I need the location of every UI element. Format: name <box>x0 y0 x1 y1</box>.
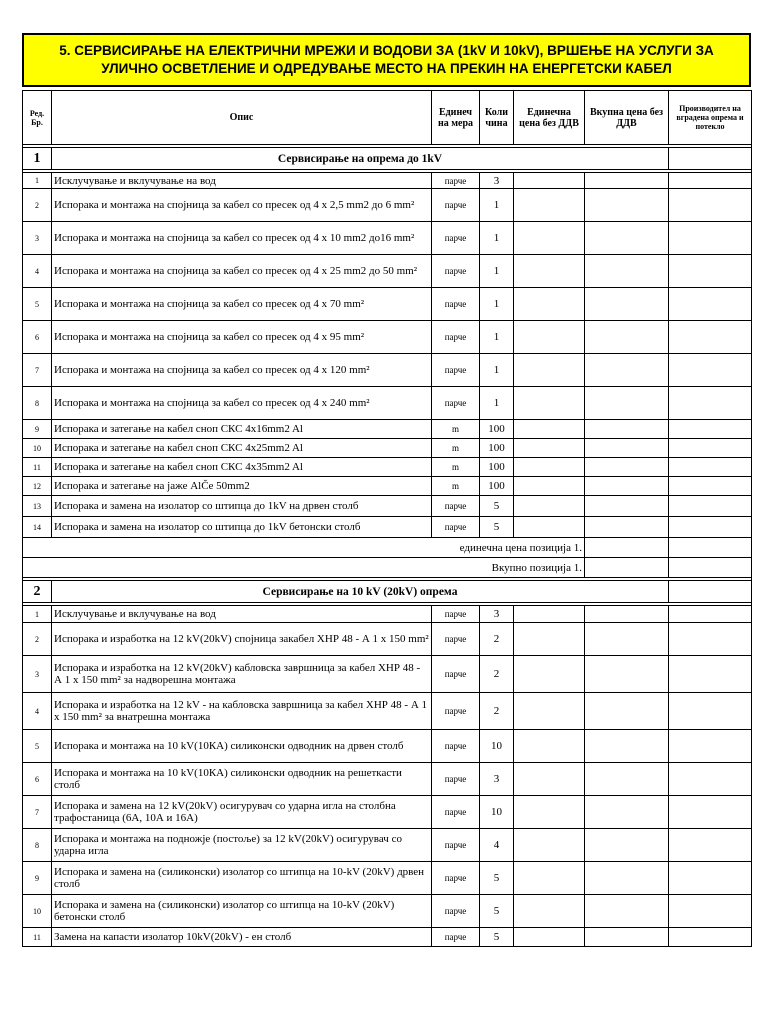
row-quantity: 1 <box>480 189 514 222</box>
row-unit: парче <box>432 496 480 517</box>
row-manufacturer-cell <box>669 387 752 420</box>
row-number: 3 <box>23 656 52 693</box>
row-unit: парче <box>432 387 480 420</box>
row-number: 2 <box>23 623 52 656</box>
row-description: Испорака и замена на изолатор со штипца до 1kV бетонски столб <box>52 517 432 538</box>
table-row <box>23 829 752 862</box>
col-header-no: Ред. Бр. <box>23 91 52 145</box>
row-number: 9 <box>23 862 52 895</box>
row-quantity: 1 <box>480 222 514 255</box>
row-unit: парче <box>432 288 480 321</box>
row-quantity: 100 <box>480 458 514 477</box>
row-description: Испорака и замена на 12 kV(20kV) осигурувач со ударна игла на столбна трафостаница (6А, 10А и 16А) <box>52 796 432 829</box>
row-number: 7 <box>23 796 52 829</box>
total-summary-row-label: Вкупно позиција 1. <box>23 558 585 578</box>
row-total-price-cell <box>585 606 669 623</box>
row-unit-price-cell <box>514 763 585 796</box>
total-summary-row-value <box>585 558 669 578</box>
section-1-number: 1 <box>23 148 52 170</box>
row-unit-price-cell <box>514 862 585 895</box>
row-unit: парче <box>432 623 480 656</box>
table-row <box>23 439 752 458</box>
row-unit: парче <box>432 222 480 255</box>
row-manufacturer-cell <box>669 189 752 222</box>
row-unit: m <box>432 477 480 496</box>
row-total-price-cell <box>585 387 669 420</box>
row-manufacturer-cell <box>669 420 752 439</box>
row-unit: парче <box>432 255 480 288</box>
row-description: Испорака и затегање на кабел сноп СКС 4х25mm2 Al <box>52 439 432 458</box>
unit-price-summary-row-extra <box>669 538 752 558</box>
row-total-price-cell <box>585 517 669 538</box>
row-unit: m <box>432 420 480 439</box>
section-2-number: 2 <box>23 581 52 603</box>
row-manufacturer-cell <box>669 255 752 288</box>
row-number: 8 <box>23 387 52 420</box>
row-number: 14 <box>23 517 52 538</box>
row-manufacturer-cell <box>669 288 752 321</box>
row-unit-price-cell <box>514 222 585 255</box>
row-quantity: 100 <box>480 420 514 439</box>
row-unit: парче <box>432 829 480 862</box>
row-description: Испорака и изработка на 12 kV - на кабловска завршница за кабел ХНР 48 - А 1 х 150 mm² за внатрешна монтажа <box>52 693 432 730</box>
row-manufacturer-cell <box>669 606 752 623</box>
table-row <box>23 458 752 477</box>
row-number: 10 <box>23 439 52 458</box>
row-manufacturer-cell <box>669 354 752 387</box>
row-total-price-cell <box>585 222 669 255</box>
row-description: Испорака и замена на (силиконски) изолатор со штипца на 10-kV (20kV) бетонски столб <box>52 895 432 928</box>
row-number: 6 <box>23 321 52 354</box>
row-quantity: 1 <box>480 387 514 420</box>
row-quantity: 1 <box>480 288 514 321</box>
col-header-desc: Опис <box>52 91 432 145</box>
table-row <box>23 895 752 928</box>
table-row <box>23 763 752 796</box>
row-total-price-cell <box>585 829 669 862</box>
col-header-qty: Коли чина <box>480 91 514 145</box>
price-table <box>22 90 752 947</box>
row-unit-price-cell <box>514 895 585 928</box>
section-1-empty <box>669 148 752 170</box>
row-manufacturer-cell <box>669 656 752 693</box>
row-quantity: 2 <box>480 656 514 693</box>
row-unit: парче <box>432 517 480 538</box>
row-description: Испорака и замена на (силиконски) изолатор со штипца на 10-kV (20kV) дрвен столб <box>52 862 432 895</box>
row-quantity: 5 <box>480 895 514 928</box>
table-row <box>23 173 752 189</box>
table-row <box>23 928 752 947</box>
table-row <box>23 862 752 895</box>
row-unit-price-cell <box>514 387 585 420</box>
row-unit: парче <box>432 928 480 947</box>
document-title <box>22 33 751 87</box>
unit-price-summary-row <box>23 538 752 558</box>
row-total-price-cell <box>585 763 669 796</box>
row-total-price-cell <box>585 862 669 895</box>
row-unit-price-cell <box>514 321 585 354</box>
row-quantity: 3 <box>480 606 514 623</box>
row-unit-price-cell <box>514 829 585 862</box>
row-quantity: 10 <box>480 730 514 763</box>
row-description: Испорака и монтажа на 10 kV(10КА) силиконски одводник на дрвен столб <box>52 730 432 763</box>
row-unit-price-cell <box>514 496 585 517</box>
row-unit: парче <box>432 730 480 763</box>
title-line-1: 5. СЕРВИСИРАЊЕ НА ЕЛЕКТРИЧНИ МРЕЖИ И ВОДОВИ ЗА (1kV И 10kV), ВРШЕЊЕ НА УСЛУГИ ЗА <box>59 43 714 58</box>
row-number: 7 <box>23 354 52 387</box>
row-unit: парче <box>432 189 480 222</box>
row-number: 10 <box>23 895 52 928</box>
table-row <box>23 255 752 288</box>
row-total-price-cell <box>585 288 669 321</box>
row-description: Испорака и монтажа на спојница за кабел со пресек од 4 х 10 mm2 до16 mm² <box>52 222 432 255</box>
row-total-price-cell <box>585 693 669 730</box>
row-unit: парче <box>432 606 480 623</box>
row-manufacturer-cell <box>669 222 752 255</box>
row-total-price-cell <box>585 730 669 763</box>
col-header-unit-price: Единечна цена без ДДВ <box>514 91 585 145</box>
row-quantity: 5 <box>480 928 514 947</box>
row-unit: парче <box>432 173 480 189</box>
table-row <box>23 496 752 517</box>
row-number: 2 <box>23 189 52 222</box>
row-unit-price-cell <box>514 288 585 321</box>
row-description: Испорака и монтажа на 10 kV(10КА) силиконски одводник на решеткасти столб <box>52 763 432 796</box>
row-number: 1 <box>23 606 52 623</box>
row-description: Испорака и затегање на јаже AlČe 50mm2 <box>52 477 432 496</box>
row-unit: парче <box>432 796 480 829</box>
row-number: 1 <box>23 173 52 189</box>
row-description: Исклучување и вклучување на вод <box>52 606 432 623</box>
row-number: 6 <box>23 763 52 796</box>
row-manufacturer-cell <box>669 693 752 730</box>
col-header-unit: Единеч на мера <box>432 91 480 145</box>
table-row <box>23 222 752 255</box>
row-total-price-cell <box>585 321 669 354</box>
row-quantity: 2 <box>480 693 514 730</box>
row-manufacturer-cell <box>669 829 752 862</box>
row-total-price-cell <box>585 895 669 928</box>
section-1-header <box>23 148 752 170</box>
table-row <box>23 189 752 222</box>
row-total-price-cell <box>585 623 669 656</box>
section-2-header <box>23 581 752 603</box>
row-quantity: 5 <box>480 496 514 517</box>
row-manufacturer-cell <box>669 496 752 517</box>
row-unit-price-cell <box>514 693 585 730</box>
row-total-price-cell <box>585 477 669 496</box>
row-total-price-cell <box>585 420 669 439</box>
row-number: 3 <box>23 222 52 255</box>
col-header-total-price: Вкупна цена без ДДВ <box>585 91 669 145</box>
row-description: Испорака и монтажа на спојница за кабел со пресек од 4 х 240 mm² <box>52 387 432 420</box>
row-manufacturer-cell <box>669 477 752 496</box>
row-description: Исклучување и вклучување на вод <box>52 173 432 189</box>
table-header-row <box>23 91 752 145</box>
title-line-2: УЛИЧНО ОСВЕТЛЕНИЕ И ОДРЕДУВАЊЕ МЕСТО НА ПРЕКИН НА ЕНЕРГЕТСКИ КАБЕЛ <box>101 61 672 76</box>
row-quantity: 3 <box>480 763 514 796</box>
row-number: 12 <box>23 477 52 496</box>
section-1-title: Сервисирање на опрема до 1kV <box>52 148 669 170</box>
row-unit-price-cell <box>514 606 585 623</box>
row-number: 8 <box>23 829 52 862</box>
row-unit-price-cell <box>514 354 585 387</box>
row-manufacturer-cell <box>669 730 752 763</box>
row-unit-price-cell <box>514 458 585 477</box>
row-total-price-cell <box>585 189 669 222</box>
row-description: Испорака и монтажа на спојница за кабел со пресек од 4 х 120 mm² <box>52 354 432 387</box>
row-description: Испорака и монтажа на спојница за кабел со пресек од 4 х 25 mm2 до 50 mm² <box>52 255 432 288</box>
row-unit: парче <box>432 763 480 796</box>
row-manufacturer-cell <box>669 321 752 354</box>
row-quantity: 4 <box>480 829 514 862</box>
section-2-empty <box>669 581 752 603</box>
row-manufacturer-cell <box>669 928 752 947</box>
table-row <box>23 477 752 496</box>
row-description: Испорака и замена на изолатор со штипца до 1kV на дрвен столб <box>52 496 432 517</box>
row-unit-price-cell <box>514 439 585 458</box>
row-number: 11 <box>23 458 52 477</box>
row-description: Испорака и изработка на 12 kV(20kV) кабловска завршница за кабел ХНР 48 - А 1 х 150 mm² за надворешна монтажа <box>52 656 432 693</box>
row-unit: парче <box>432 862 480 895</box>
row-quantity: 5 <box>480 517 514 538</box>
row-unit: m <box>432 458 480 477</box>
row-unit-price-cell <box>514 517 585 538</box>
row-manufacturer-cell <box>669 862 752 895</box>
row-unit-price-cell <box>514 796 585 829</box>
table-row <box>23 693 752 730</box>
row-total-price-cell <box>585 796 669 829</box>
row-manufacturer-cell <box>669 895 752 928</box>
row-quantity: 1 <box>480 354 514 387</box>
row-total-price-cell <box>585 458 669 477</box>
row-total-price-cell <box>585 656 669 693</box>
row-description: Испорака и монтажа на подножје (постоље) за 12 kV(20kV) осигурувач со ударна игла <box>52 829 432 862</box>
total-summary-row-extra <box>669 558 752 578</box>
row-unit-price-cell <box>514 173 585 189</box>
table-row <box>23 656 752 693</box>
row-quantity: 5 <box>480 862 514 895</box>
row-manufacturer-cell <box>669 796 752 829</box>
row-description: Испорака и монтажа на спојница за кабел со пресек од 4 х 95 mm² <box>52 321 432 354</box>
row-total-price-cell <box>585 496 669 517</box>
row-manufacturer-cell <box>669 623 752 656</box>
row-unit-price-cell <box>514 420 585 439</box>
row-number: 5 <box>23 730 52 763</box>
row-quantity: 100 <box>480 477 514 496</box>
table-row <box>23 606 752 623</box>
total-summary-row <box>23 558 752 578</box>
row-unit-price-cell <box>514 255 585 288</box>
row-unit-price-cell <box>514 928 585 947</box>
row-total-price-cell <box>585 173 669 189</box>
row-description: Испорака и затегање на кабел сноп СКС 4х35mm2 Al <box>52 458 432 477</box>
row-total-price-cell <box>585 439 669 458</box>
row-quantity: 1 <box>480 321 514 354</box>
row-unit: m <box>432 439 480 458</box>
row-number: 9 <box>23 420 52 439</box>
table-row <box>23 796 752 829</box>
row-number: 4 <box>23 255 52 288</box>
row-unit: парче <box>432 321 480 354</box>
row-unit-price-cell <box>514 623 585 656</box>
row-unit: парче <box>432 693 480 730</box>
row-number: 13 <box>23 496 52 517</box>
row-manufacturer-cell <box>669 439 752 458</box>
row-manufacturer-cell <box>669 458 752 477</box>
row-quantity: 2 <box>480 623 514 656</box>
row-description: Испорака и монтажа на спојница за кабел со пресек од 4 х 2,5 mm2 до 6 mm² <box>52 189 432 222</box>
row-total-price-cell <box>585 354 669 387</box>
table-row <box>23 387 752 420</box>
unit-price-summary-row-label: единечна цена позиција 1. <box>23 538 585 558</box>
row-description: Испорака и монтажа на спојница за кабел со пресек од 4 х 70 mm² <box>52 288 432 321</box>
row-number: 5 <box>23 288 52 321</box>
row-number: 11 <box>23 928 52 947</box>
row-unit: парче <box>432 895 480 928</box>
row-manufacturer-cell <box>669 763 752 796</box>
col-header-manufacturer: Производител на вградена опрема и потекло <box>669 91 752 145</box>
row-number: 4 <box>23 693 52 730</box>
table-row <box>23 730 752 763</box>
row-total-price-cell <box>585 255 669 288</box>
row-total-price-cell <box>585 928 669 947</box>
row-manufacturer-cell <box>669 173 752 189</box>
unit-price-summary-row-value <box>585 538 669 558</box>
section-2-title: Сервисирање на 10 kV (20kV) опрема <box>52 581 669 603</box>
row-unit-price-cell <box>514 656 585 693</box>
row-quantity: 100 <box>480 439 514 458</box>
table-row <box>23 517 752 538</box>
row-description: Испорака и изработка на 12 kV(20kV) спојница закабел ХНР 48 - А 1 х 150 mm² <box>52 623 432 656</box>
row-quantity: 10 <box>480 796 514 829</box>
table-row <box>23 420 752 439</box>
row-unit-price-cell <box>514 477 585 496</box>
row-unit-price-cell <box>514 189 585 222</box>
table-row <box>23 321 752 354</box>
table-row <box>23 354 752 387</box>
table-row <box>23 623 752 656</box>
row-unit: парче <box>432 354 480 387</box>
table-row <box>23 288 752 321</box>
row-description: Испорака и затегање на кабел сноп СКС 4х16mm2 Al <box>52 420 432 439</box>
row-manufacturer-cell <box>669 517 752 538</box>
row-quantity: 1 <box>480 255 514 288</box>
row-description: Замена на капасти изолатор 10kV(20kV) - ен столб <box>52 928 432 947</box>
row-quantity: 3 <box>480 173 514 189</box>
row-unit-price-cell <box>514 730 585 763</box>
row-unit: парче <box>432 656 480 693</box>
